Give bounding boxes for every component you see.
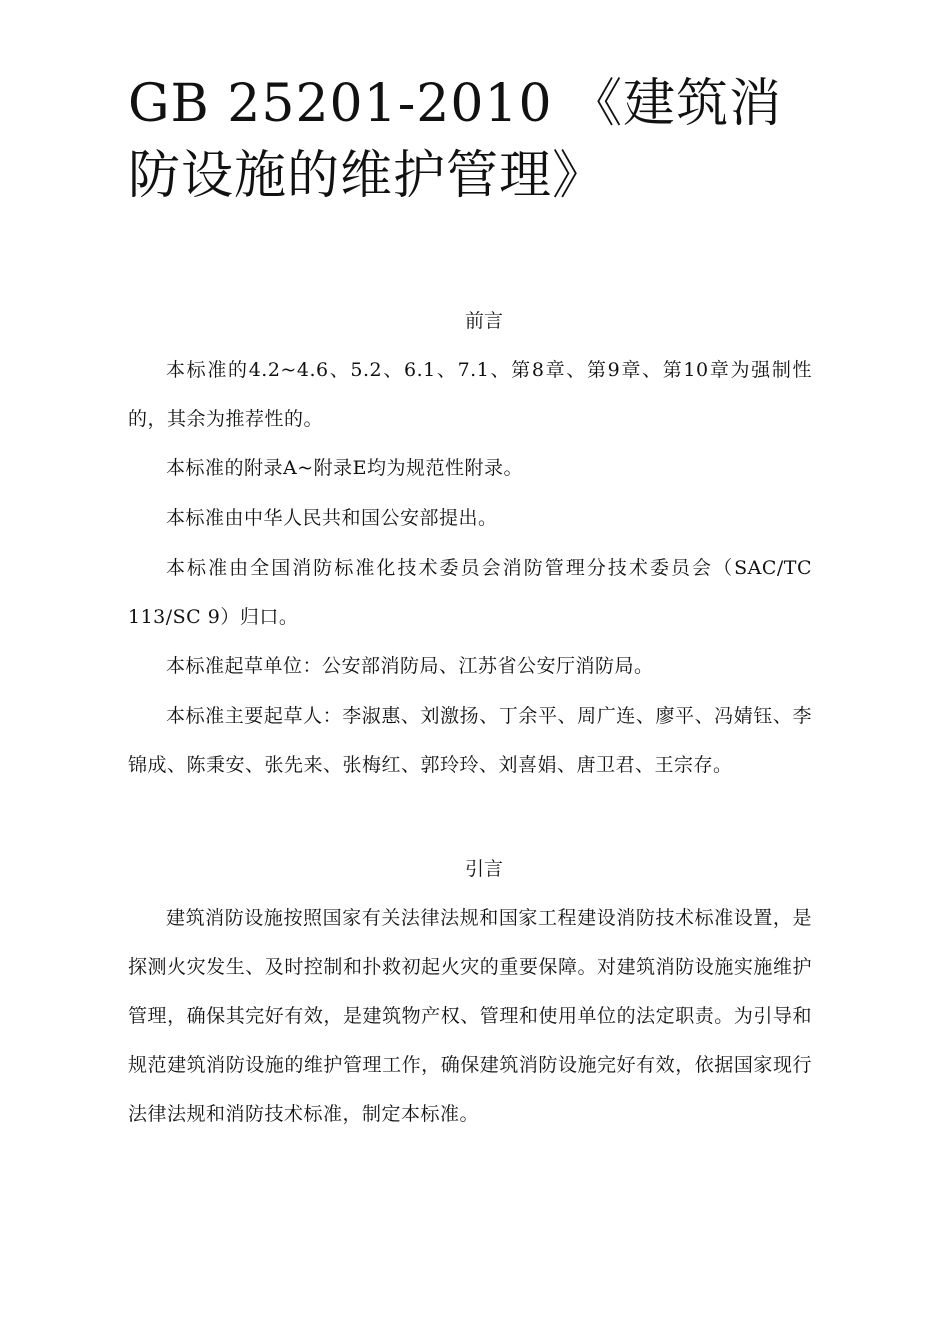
introduction-heading: 引言 bbox=[464, 858, 503, 880]
foreword-paragraph-5: 本标准起草单位：公安部消防局、江苏省公安厅消防局。 bbox=[166, 655, 654, 677]
introduction-paragraph-1: 建筑消防设施按照国家有关法律法规和国家工程建设消防技术标准设置，是探测火灾发生、及时控制和扑救初起火灾的重要保障。对建筑消防设施实施维护管理，确保其完好有效，是建筑物产权、管理和使用单位的法定职责。为引导和规范建筑消防设施的维护管理工作，确保建筑消防设施完好有效，依据国家现行法律法规和消防技术标准，制定本标准。 bbox=[128, 907, 812, 1125]
foreword-paragraph-3: 本标准由中华人民共和国公安部提出。 bbox=[166, 507, 498, 529]
foreword-paragraph-2: 本标准的附录A~附录E均为规范性附录。 bbox=[166, 457, 524, 479]
foreword-heading: 前言 bbox=[464, 310, 503, 332]
foreword-paragraph-6: 本标准主要起草人：李淑惠、刘激扬、丁余平、周广连、廖平、冯婧钰、李锦成、陈秉安、张先来、张梅红、郭玲玲、刘喜娟、唐卫君、王宗存。 bbox=[128, 705, 812, 776]
document-title: GB 25201-2010 《建筑消防设施的维护管理》 bbox=[128, 74, 783, 206]
foreword-paragraph-1: 本标准的4.2~4.6、5.2、6.1、7.1、第8章、第9章、第10章为强制性的，其余为推荐性的。 bbox=[128, 359, 812, 430]
foreword-paragraph-4: 本标准由全国消防标准化技术委员会消防管理分技术委员会（SAC/TC 113/SC 9）归口。 bbox=[128, 557, 812, 628]
